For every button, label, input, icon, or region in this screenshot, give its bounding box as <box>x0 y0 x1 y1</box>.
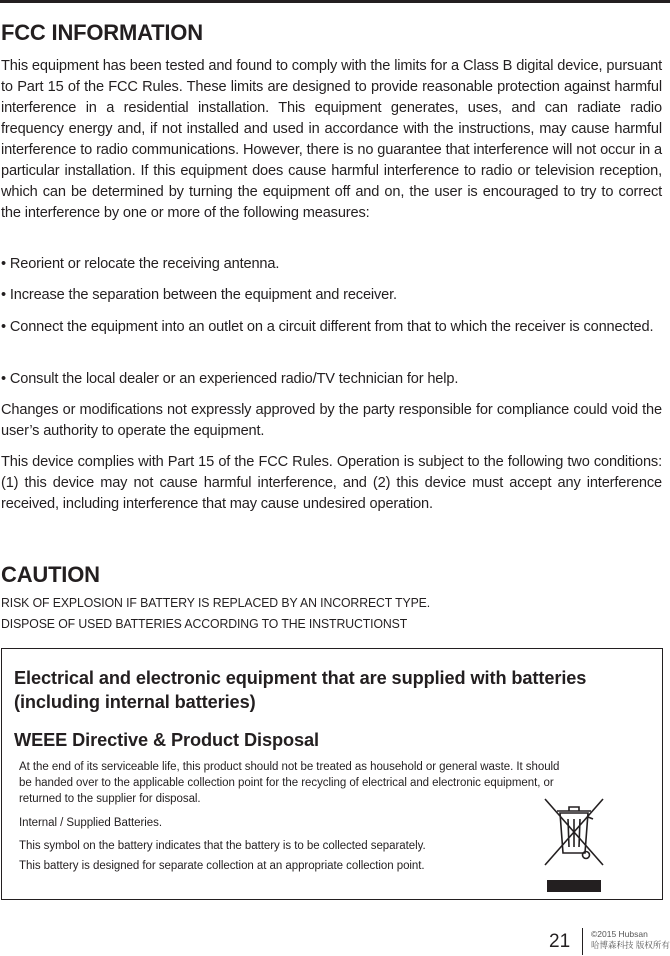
weee-disposal-line3: returned to the supplier for disposal. <box>19 793 201 805</box>
caution-line-dispose: DISPOSE OF USED BATTERIES ACCORDING TO THE INSTRUCTIONST <box>1 616 408 631</box>
bullet-separation: • Increase the separation between the equipment and receiver. <box>1 287 397 303</box>
weee-internal: Internal / Supplied Batteries. <box>19 817 162 829</box>
page-number: 21 <box>549 931 571 952</box>
footer-separator <box>582 928 583 955</box>
footer-copyright <box>591 929 670 951</box>
caution-line-explosion: RISK OF EXPLOSION IF BATTERY IS REPLACED BY AN INCORRECT TYPE. <box>1 595 431 610</box>
bullet-consult: • Consult the local dealer or an experienced radio/TV technician for help. <box>1 371 459 387</box>
bullet-reorient: • Reorient or relocate the receiving antenna. <box>1 256 280 272</box>
fcc-compliance: This device complies with Part 15 of the FCC Rules. Operation is subject to the following two conditions: (1) this device may not cause harmful interference, and (2) this device must accept any interference received, including interference that may cause undesired operation. <box>1 454 662 512</box>
weee-disposal-line2: be handed over to the applicable collection point for the recycling of electrical and electronic equipment, or <box>19 777 554 789</box>
crossed-out-wheelie-bin-icon <box>541 797 607 867</box>
fcc-title: FCC INFORMATION <box>1 20 203 45</box>
top-rule <box>0 0 670 3</box>
weee-heading-line2: (including internal batteries) <box>14 692 256 712</box>
copyright-line: ©2015 Hubsan <box>591 929 648 939</box>
weee-symbol-note: This symbol on the battery indicates that the battery is to be collected separately. <box>19 840 426 852</box>
weee-separate-note: This battery is designed for separate collection at an appropriate collection point. <box>19 860 425 872</box>
bullet-outlet: • Connect the equipment into an outlet on a circuit different from that to which the receiver is connected. <box>1 319 654 335</box>
bin-underline-bar <box>547 880 601 892</box>
weee-disposal-line1: At the end of its serviceable life, this product should not be treated as household or general waste. It should <box>19 761 560 773</box>
weee-subheading: WEEE Directive & Product Disposal <box>14 730 319 750</box>
weee-box <box>1 648 663 900</box>
rights-line: 哈博森科技 版权所有 <box>591 940 670 950</box>
fcc-changes: Changes or modifications not expressly approved by the party responsible for compliance could void the user’s authority to operate the equipment. <box>1 402 662 439</box>
fcc-intro: This equipment has been tested and found to comply with the limits for a Class B digital device, pursuant to Part 15 of the FCC Rules. These limits are designed to provide reasonable protection against harmful interference in a residential installation. This equipment generates, uses, and can radiate radio frequency energy and, if not installed and used in accordance with the instructions, may cause harmful interference to radio communications. However, there is no guarantee that interference will not occur in a particular installation. If this equipment does cause harmful interference to radio or television reception, which can be determined by turning the equipment off and on, the user is encouraged to try to correct the interference by one or more of the following measures: <box>1 58 662 221</box>
caution-title: CAUTION <box>1 562 100 587</box>
weee-heading-line1: Electrical and electronic equipment that are supplied with batteries <box>14 668 587 688</box>
